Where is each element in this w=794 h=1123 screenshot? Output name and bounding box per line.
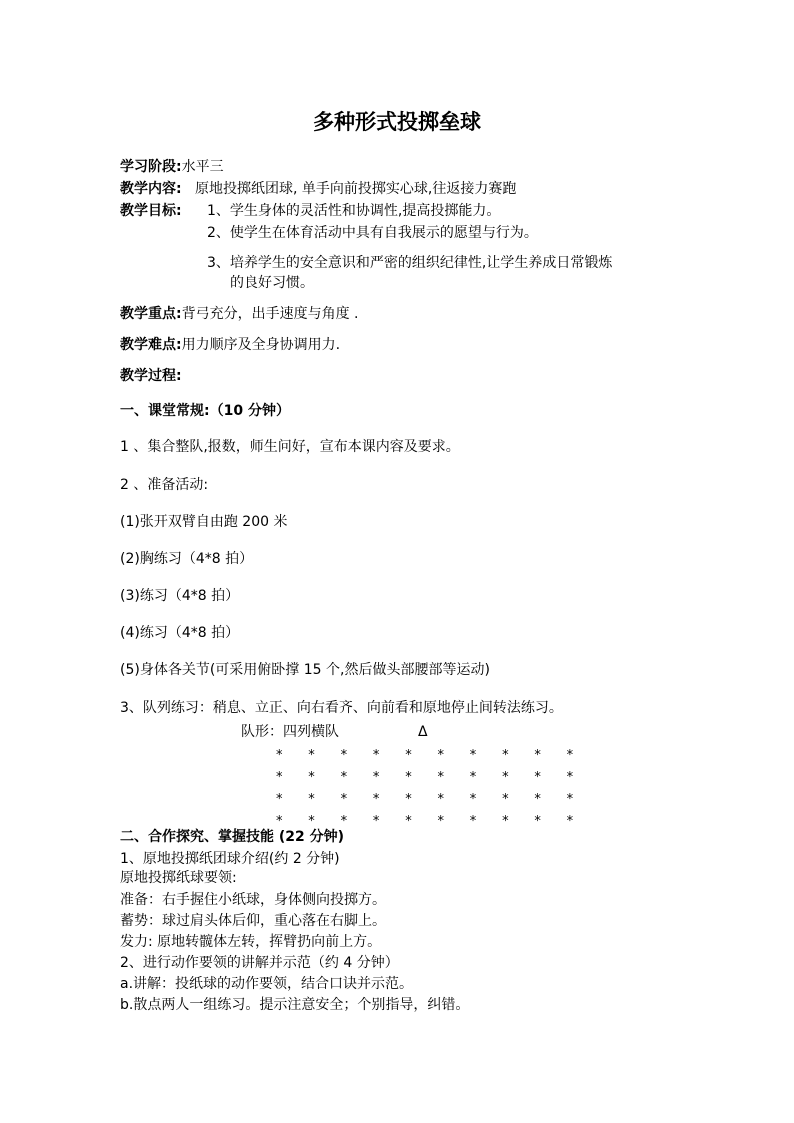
student-mark: * [308,791,315,807]
section2-item: 蓄势：球过肩头体后仰，重心落在右脚上。 [120,913,386,929]
section1-item: 1 、集合整队,报数，师生问好，宣布本课内容及要求。 [120,439,460,455]
student-mark: * [308,747,315,763]
student-mark: * [340,747,348,763]
student-mark: * [534,791,541,807]
section1-heading: 一、课堂常规:（10 分钟） [120,403,290,419]
formation-row [276,744,599,766]
section1-item: 2 、准备活动: [120,477,209,493]
student-mark: * [340,769,348,785]
student-mark: * [437,791,444,807]
section1-item: (5)身体各关节(可采用俯卧撑 15 个,然后做头部腰部等运动) [120,662,490,678]
section2-item: 2、进行动作要领的讲解并示范（约 4 分钟） [120,955,399,971]
formation-row [276,766,599,788]
goal-item: 3、培养学生的安全意识和严密的组织纪律性,让学生养成日常锻炼 [207,255,613,271]
goal-item: 的良好习惯。 [230,275,314,291]
student-mark: * [437,747,444,763]
section1-item: (4)练习（4*8 拍） [120,625,240,641]
section1-item: (3)练习（4*8 拍） [120,588,240,604]
section1-item: 3、队列练习：稍息、立正、向右看齐、向前看和原地停止间转法练习。 [120,700,563,716]
student-mark: * [469,769,477,785]
stage-line [120,158,224,176]
section2-item: b.散点两人一组练习。提示注意安全；个别指导，纠错。 [120,997,470,1013]
student-mark: * [534,769,541,785]
student-mark: * [534,747,541,763]
goals-line [120,202,182,220]
student-mark: * [566,791,574,807]
student-mark: * [469,747,477,763]
difficulty-value: 用力顺序及全身协调用力. [181,337,341,353]
student-mark: * [405,813,412,829]
student-mark: * [405,791,412,807]
student-mark: * [566,813,574,829]
teacher-mark: Δ [418,724,428,740]
student-mark: * [405,747,412,763]
section2-item: 准备：右手握住小纸球，身体侧向投掷方。 [120,892,386,908]
student-mark: * [566,769,574,785]
student-mark: * [372,747,380,763]
student-mark: * [372,791,380,807]
formation-label: 队形：四列横队 [241,724,339,740]
student-mark: * [340,791,348,807]
student-mark: * [340,813,348,829]
content-label: 教学内容: [120,181,182,197]
difficulty-label: 教学难点: [120,337,182,353]
student-mark: * [469,813,477,829]
section2-item: 1、原地投掷纸团球介绍(约 2 分钟) [120,851,340,867]
key-line [120,305,359,323]
student-mark: * [308,769,315,785]
section1-item: (2)胸练习（4*8 拍） [120,551,254,567]
student-mark: * [502,769,509,785]
student-mark: * [502,791,509,807]
process-label: 教学过程: [120,368,182,384]
formation-row [276,788,599,810]
student-mark: * [566,747,574,763]
goal-item: 2、使学生在体育活动中具有自我展示的愿望与行为。 [207,225,538,241]
goals-label: 教学目标: [120,203,182,219]
section1-item: (1)张开双臂自由跑 200 米 [120,514,288,530]
key-value: 背弓充分，出手速度与角度 . [181,306,359,322]
student-mark: * [308,813,315,829]
student-mark: * [405,769,412,785]
goal-item: 1、学生身体的灵活性和协调性,提高投掷能力。 [207,203,501,219]
difficulty-line [120,336,340,354]
student-mark: * [437,769,444,785]
student-mark: * [469,791,477,807]
section2-item: 原地投掷纸球要领: [120,870,237,886]
student-mark: * [534,813,541,829]
stage-label: 学习阶段: [120,159,182,175]
student-mark: * [437,813,444,829]
stage-value: 水平三 [181,159,224,175]
student-mark: * [276,747,283,763]
section2-item: 发力: 原地转髋体左转，挥臂扔向前上方。 [120,934,382,950]
student-mark: * [276,813,283,829]
section2-heading: 二、合作探究、掌握技能 (22 分钟) [120,829,345,845]
student-mark: * [372,813,380,829]
key-label: 教学重点: [120,306,182,322]
student-mark: * [502,813,509,829]
student-mark: * [276,769,283,785]
student-mark: * [372,769,380,785]
student-mark: * [502,747,509,763]
student-mark: * [276,791,283,807]
section2-item: a.讲解：投纸球的动作要领，结合口诀并示范。 [120,976,414,992]
formation-grid [276,744,599,832]
document-title: 多种形式投掷垒球 [313,109,481,134]
content-value: 原地投掷纸团球, 单手向前投掷实心球,往返接力赛跑 [194,181,517,197]
content-line [120,180,516,198]
